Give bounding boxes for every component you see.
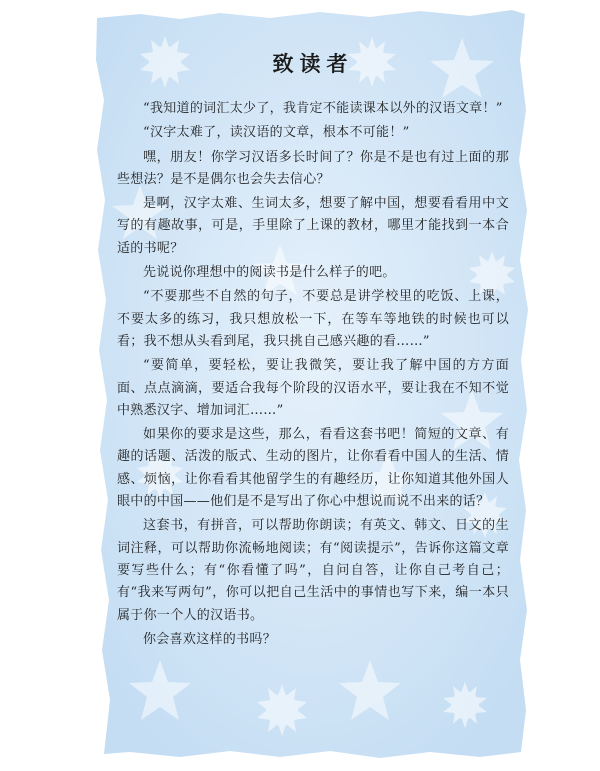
paragraph: 如果你的要求是这些，那么，看看这套书吧！简短的文章、有趣的话题、活泼的版式、生动的图片，让你看看中国人的生活、情感、烦恼，让你看看其他留学生的有趣经历，让你知道其他外国人眼中的中国——他们是不是写出了你心中想说而说不出来的话？ — [117, 427, 509, 510]
paragraph: 先说说你理想中的阅读书是什么样子的吧。 — [143, 265, 396, 281]
paragraph: “要简单，要轻松，要让我微笑，要让我了解中国的方方面面、点点滴滴，要适合我每个阶段的汉语水平，要让我在不知不觉中熟悉汉字、增加词汇……” — [117, 358, 509, 418]
paragraph: “不要那些不自然的句子，不要总是讲学校里的吃饭、上课，不要太多的练习，我只想放松一下，在等车等地铁的时候也可以看；我不想从头看到尾，我只挑自己感兴趣的看……” — [117, 289, 509, 349]
page-title: 致读者 — [272, 52, 354, 76]
paragraph: 这套书，有拼音，可以帮助你朗读；有英文、韩文、日文的生词注释，可以帮助你流畅地阅读；有“阅读提示”，告诉你这篇文章要写些什么；有“你看懂了吗”，自问自答，让你自己考自己；有“我来写两句”，你可以把自己生活中的事情也写下来，编一本只属于你一个人的汉语书。 — [117, 518, 509, 623]
paragraph: 是啊，汉字太难、生词太多，想要了解中国，想要看看用中文写的有趣故事，可是，手里除了上课的教材，哪里才能找到一本合适的书呢？ — [117, 196, 509, 256]
letter-content — [117, 48, 509, 653]
paragraph: “我知道的词汇太少了，我肯定不能读课本以外的汉语文章！” — [143, 101, 503, 116]
paragraph: 嘿，朋友！你学习汉语多长时间了？你是不是也有过上面的那些想法？是不是偶尔也会失去信心？ — [117, 149, 509, 187]
paragraph: “汉字太难了，读汉语的文章，根本不可能！” — [143, 125, 410, 141]
paragraph: 你会喜欢这样的书吗？ — [143, 631, 277, 647]
